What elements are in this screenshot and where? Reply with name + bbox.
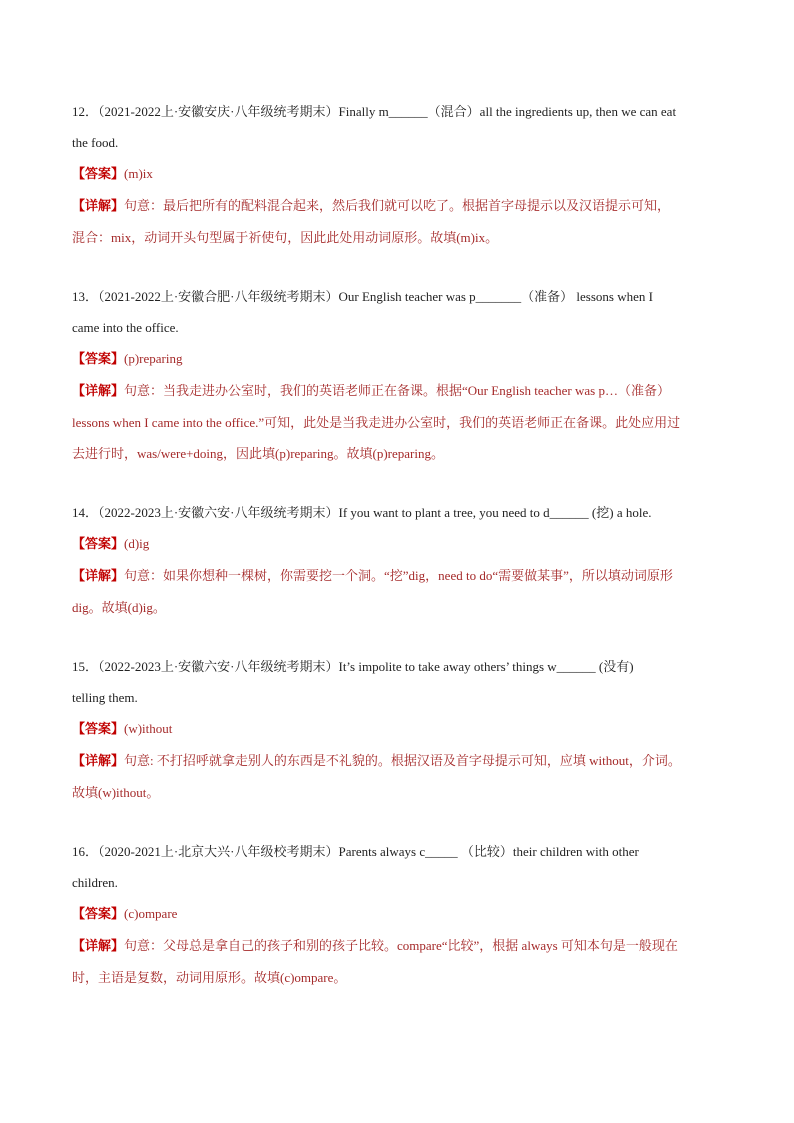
- detail-label: 【详解】: [72, 569, 125, 584]
- answer-row: [72, 898, 724, 930]
- question-14: [72, 497, 724, 623]
- question-stem-line: 12．（2021-2022上·安徽安庆·八年级统考期末）Finally m______（混合）all the ingredients up, then we can eat: [72, 104, 677, 119]
- detail-text-line: 混合：mix，动词开头句型属于祈使句，因此此处用动词原形。故填(m)ix。: [72, 230, 499, 245]
- answer-row: [72, 158, 724, 190]
- answer-row: [72, 343, 724, 375]
- question-stem-line: 14．（2022-2023上·安徽六安·八年级统考期末）If you want to plant a tree, you need to d______ (挖) a hole.: [72, 505, 652, 520]
- question-stem-line: 16．（2020-2021上·北京大兴·八年级校考期末）Parents always c_____ （比较）their children with other: [72, 844, 639, 859]
- detail-label: 【详解】: [72, 754, 125, 769]
- detail-text-line: 时，主语是复数，动词用原形。故填(c)ompare。: [72, 970, 347, 985]
- answer-text: (w)ithout: [124, 721, 173, 736]
- detail-text-line: lessons when I came into the office.”可知，此处是当我走进办公室时，我们的英语老师正在备课。此处应用过: [72, 415, 681, 430]
- detail-row: [72, 930, 724, 962]
- answer-label: 【答案】: [72, 167, 125, 182]
- question-16: [72, 836, 724, 993]
- answer-text: (d)ig: [124, 536, 150, 551]
- detail-text-line: 去进行时，was/were+doing，因此填(p)reparing。故填(p)reparing。: [72, 446, 444, 461]
- question-list: [72, 96, 724, 1021]
- answer-text: (m)ix: [124, 166, 153, 181]
- detail-text-line: dig。故填(d)ig。: [72, 600, 166, 615]
- answer-label: 【答案】: [72, 352, 125, 367]
- detail-text: 句意：如果你想种一棵树，你需要挖一个洞。“挖”dig，need to do“需要做某事”，所以填动词原形: [124, 568, 673, 583]
- answer-text: (p)reparing: [124, 351, 183, 366]
- detail-text: 句意: 不打招呼就拿走别人的东西是不礼貌的。根据汉语及首字母提示可知，应填 without，介词。: [124, 753, 681, 768]
- detail-row: [72, 190, 724, 222]
- question-stem-line: children.: [72, 875, 118, 890]
- question-stem-line: 15．（2022-2023上·安徽六安·八年级统考期末）It’s impolite to take away others’ things w______ (没有): [72, 659, 634, 674]
- answer-text: (c)ompare: [124, 906, 178, 921]
- answer-row: [72, 528, 724, 560]
- answer-label: 【答案】: [72, 537, 125, 552]
- detail-text: 句意：当我走进办公室时，我们的英语老师正在备课。根据“Our English teacher was p…（准备）: [124, 383, 670, 398]
- answer-row: [72, 713, 724, 745]
- detail-text-line: 故填(w)ithout。: [72, 785, 160, 800]
- detail-text: 句意：最后把所有的配料混合起来，然后我们就可以吃了。根据首字母提示以及汉语提示可知，: [124, 198, 671, 213]
- detail-label: 【详解】: [72, 199, 125, 214]
- question-13: [72, 281, 724, 469]
- detail-row: [72, 745, 724, 777]
- answer-label: 【答案】: [72, 907, 125, 922]
- question-stem-line: telling them.: [72, 690, 138, 705]
- detail-label: 【详解】: [72, 384, 125, 399]
- question-12: [72, 96, 724, 253]
- detail-row: [72, 560, 724, 592]
- question-stem-line: 13．（2021-2022上·安徽合肥·八年级统考期末）Our English teacher was p_______（准备） lessons when I: [72, 289, 653, 304]
- detail-text: 句意：父母总是拿自己的孩子和别的孩子比较。compare“比较”，根据 always 可知本句是一般现在: [124, 938, 678, 953]
- detail-row: [72, 375, 724, 407]
- answer-label: 【答案】: [72, 722, 125, 737]
- detail-label: 【详解】: [72, 939, 125, 954]
- question-15: [72, 651, 724, 808]
- question-stem-line: came into the office.: [72, 320, 179, 335]
- question-stem-line: the food.: [72, 135, 119, 150]
